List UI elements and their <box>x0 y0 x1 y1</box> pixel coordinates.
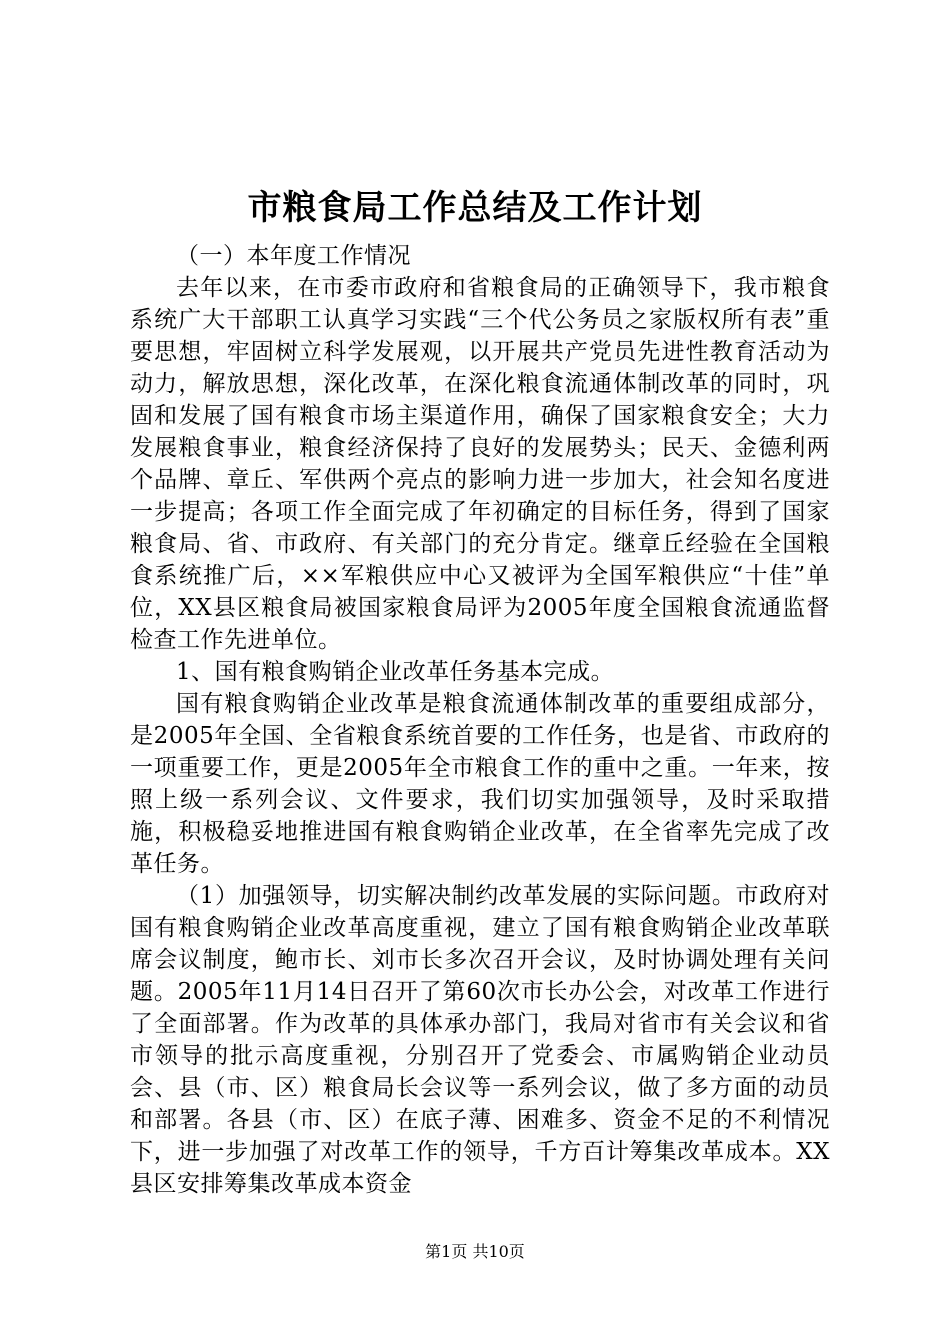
document-body <box>130 240 830 1200</box>
page-number: 第1页 共10页 <box>425 1242 525 1261</box>
section-heading: （一）本年度工作情况 <box>176 243 411 269</box>
body-paragraph: 去年以来，在市委市政府和省粮食局的正确领导下，我市粮食系统广大干部职工认真学习实践“三个代公务员之家版权所有表”重要思想，牢固树立科学发展观，以开展共产党员先进性教育活动为动力，解放思想，深化改革，在深化粮食流通体制改革的同时，巩固和发展了国有粮食市场主渠道作用，确保了国家粮食安全；大力发展粮食事业，粮食经济保持了良好的发展势头；民天、金德利两个品牌、章丘、军供两个亮点的影响力进一步加大，社会知名度进一步提高；各项工作全面完成了年初确定的目标任务，得到了国家粮食局、省、市政府、有关部门的充分肯定。继章丘经验在全国粮食系统推广后，××军粮供应中心又被评为全国军粮供应“十佳”单位，XX县区粮食局被国家粮食局评为2005年度全国粮食流通监督检查工作先进单位。 <box>130 275 830 653</box>
body-paragraph: （1）加强领导，切实解决制约改革发展的实际问题。市政府对国有粮食购销企业改革高度重视，建立了国有粮食购销企业改革联席会议制度，鲍市长、刘市长多次召开会议，及时协调处理有关问题。2005年11月14日召开了第60次市长办公会，对改革工作进行了全面部署。作为改革的具体承办部门，我局对省市有关会议和省市领导的批示高度重视，分别召开了党委会、市属购销企业动员会、县（市、区）粮食局长会议等一系列会议，做了多方面的动员和部署。各县（市、区）在底子薄、困难多、资金不足的不利情况下，进一步加强了对改革工作的领导，千方百计筹集改革成本。XX县区安排筹集改革成本资金 <box>130 883 830 1197</box>
subsection-heading: 1、国有粮食购销企业改革任务基本完成。 <box>176 659 615 685</box>
document-title: 市粮食局工作总结及工作计划 <box>247 188 703 228</box>
body-paragraph: 国有粮食购销企业改革是粮食流通体制改革的重要组成部分，是2005年全国、全省粮食系统首要的工作任务，也是省、市政府的一项重要工作，更是2005年全市粮食工作的重中之重。一年来，按照上级一系列会议、文件要求，我们切实加强领导，及时采取措施，积极稳妥地推进国有粮食购销企业改革，在全省率先完成了改革任务。 <box>130 691 830 877</box>
